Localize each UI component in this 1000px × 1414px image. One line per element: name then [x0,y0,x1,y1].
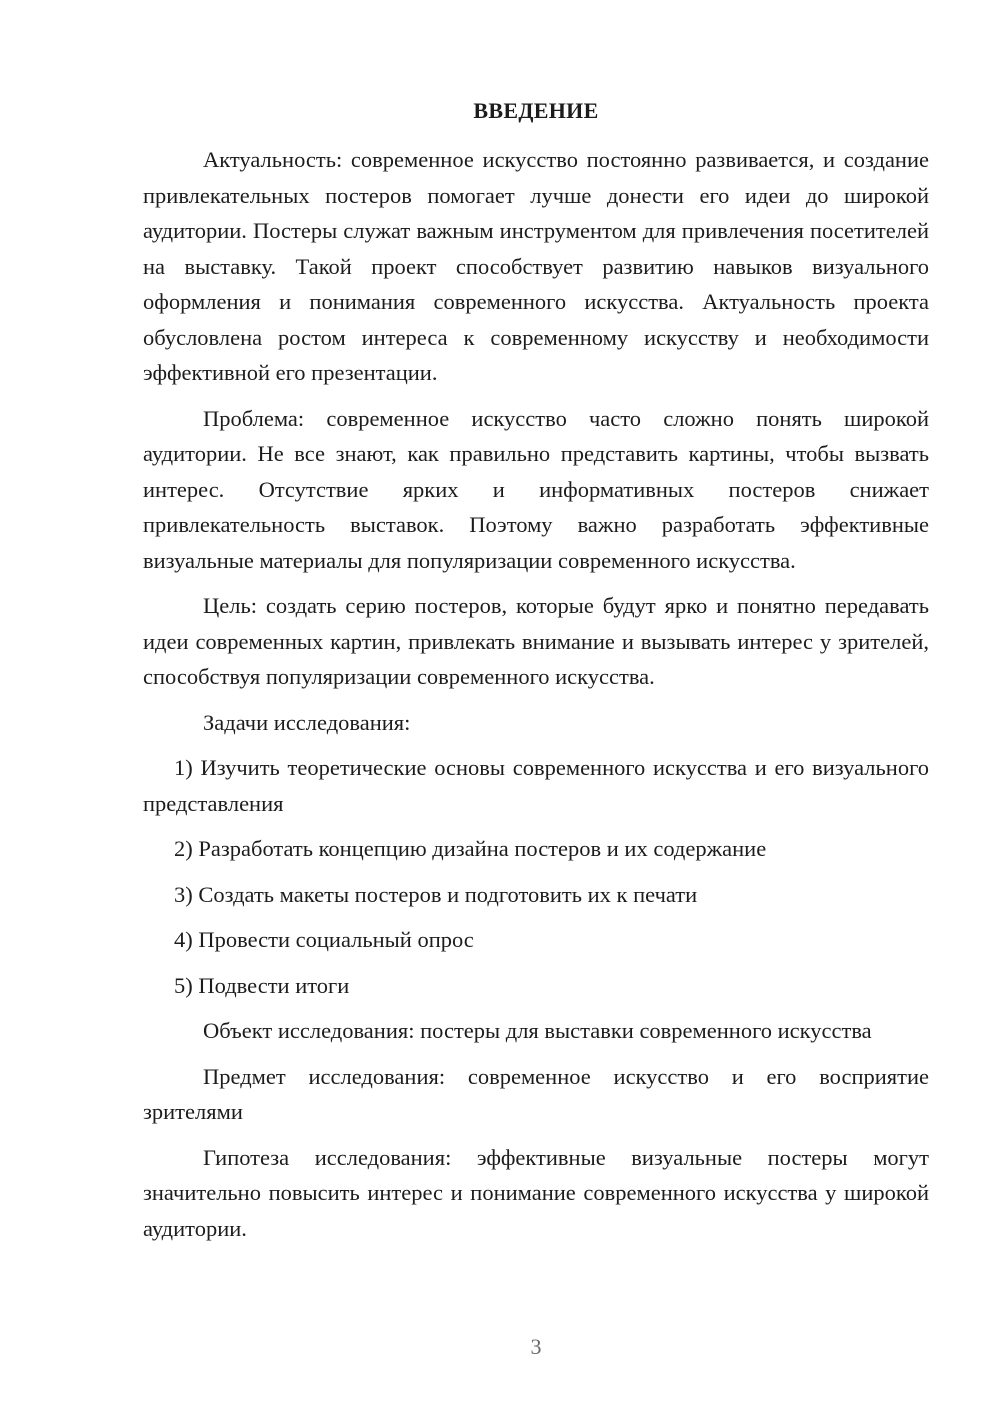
subject-paragraph: Предмет исследования: современное искусство и его восприятие зрителями [143,1063,929,1124]
body-text [143,142,929,1256]
task-item: 5) Подвести итоги [174,972,350,998]
goal-paragraph: Цель: создать серию постеров, которые будут ярко и понятно передавать идеи современных картин, привлекать внимание и вызывать интерес у зрителей, способствуя популяризации современного искусства. [143,593,929,689]
object-paragraph: Объект исследования: постеры для выставки современного искусства [203,1018,872,1043]
task-item: 2) Разработать концепцию дизайна постеров и их содержание [174,836,767,861]
hypothesis-paragraph: Гипотеза исследования: эффективные визуальные постеры могут значительно повысить интерес и понимание современного искусства у широкой аудитории. [143,1144,929,1241]
page-number: 3 [530,1334,542,1359]
relevance-paragraph: Актуальность: современное искусство постоянно развивается, и создание привлекательных постеров помогает лучше донести его идеи до широкой аудитории. Постеры служат важным инструментом для привлечения посетителей на выставку. Такой проект способствует развитию навыков визуального оформления и понимания современного искусства. Актуальность проекта обусловлена ростом интереса к современному искусству и необходимости эффективной его презентации. [143,147,929,385]
tasks-title: Задачи исследования: [203,709,411,735]
task-item: 4) Провести социальный опрос [174,927,474,952]
problem-paragraph: Проблема: современное искусство часто сложно понять широкой аудитории. Не все знают, как правильно представить картины, чтобы вызвать интерес. Отсутствие ярких и информативных постеров снижает привлекательность выставок. Поэтому важно разработать эффективные визуальные материалы для популяризации современного искусства. [143,405,929,573]
section-heading: ВВЕДЕНИЕ [473,98,599,123]
task-item: 3) Создать макеты постеров и подготовить их к печати [174,881,698,907]
task-item: 1) Изучить теоретические основы современного искусства и его визуального представления [143,755,929,816]
